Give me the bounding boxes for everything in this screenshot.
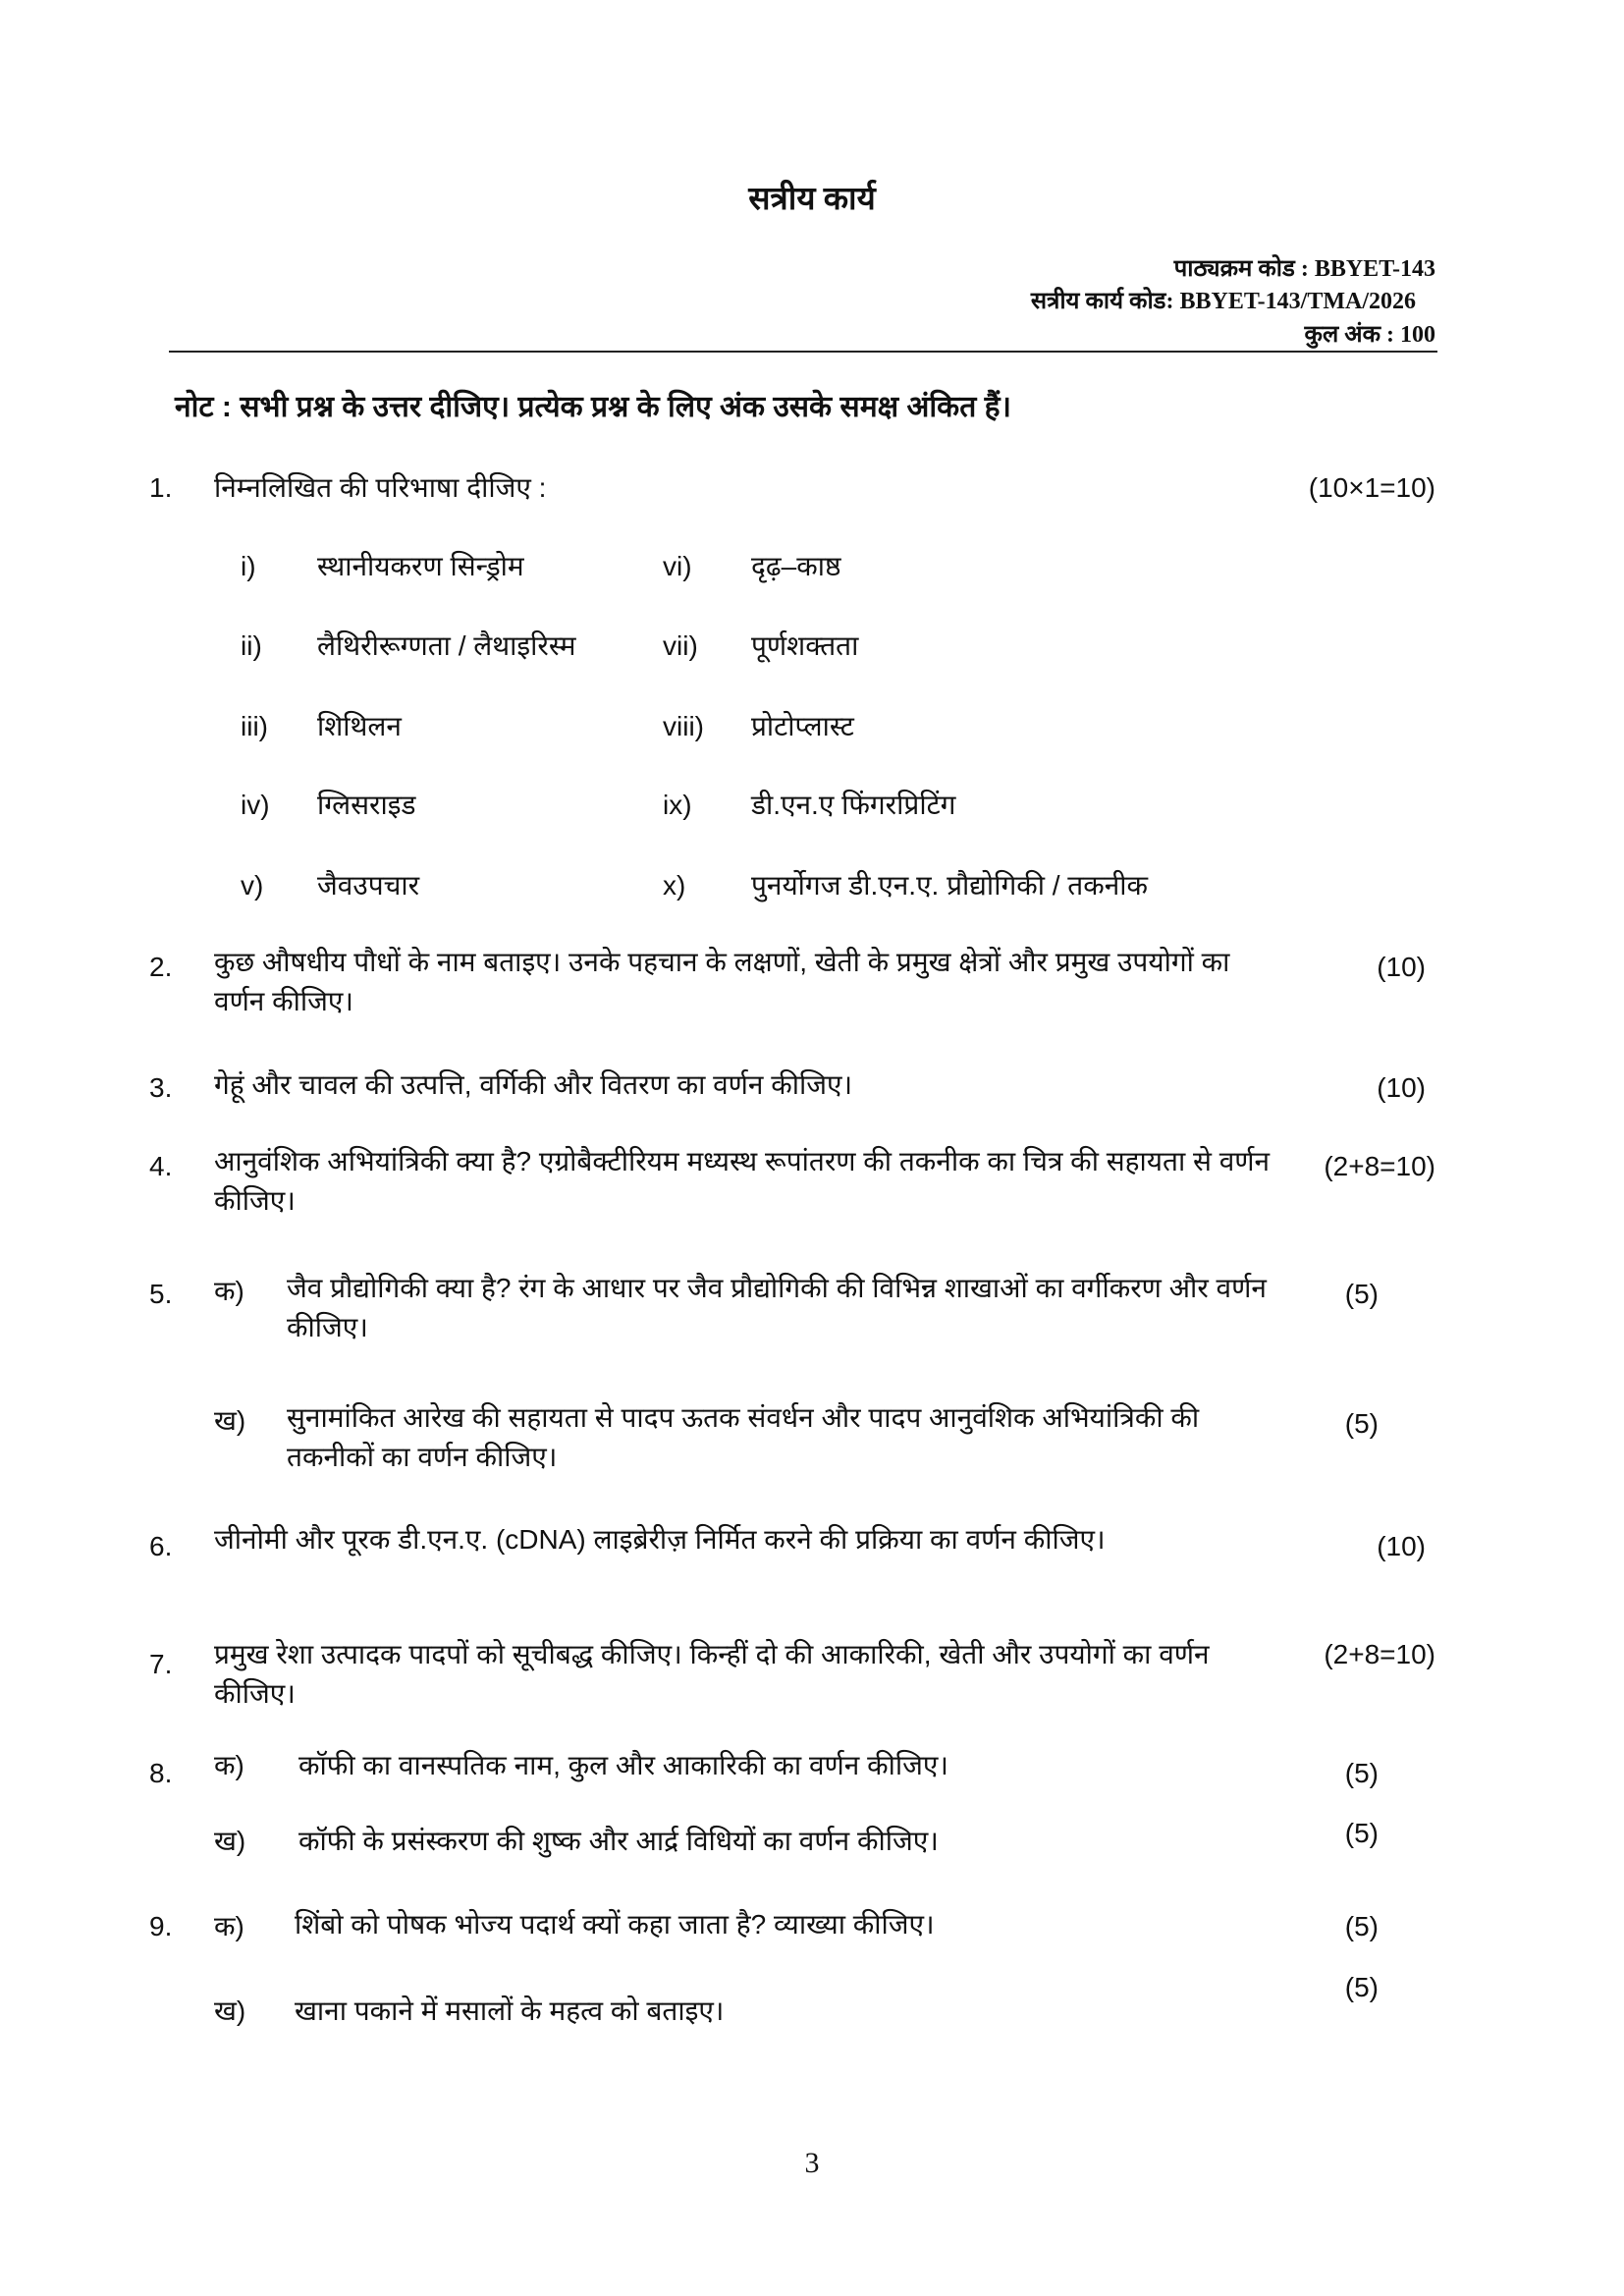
part-label: ख) xyxy=(214,1405,246,1436)
question-text: कुछ औषधीय पौधों के नाम बताइए। उनके पहचान के लक्षणों, खेती के प्रमुख क्षेत्रों और प्रमुख उपयोगों का वर्णन कीजिए। xyxy=(214,947,1230,1016)
question-number: 2. xyxy=(149,952,173,982)
header-divider xyxy=(169,351,1437,353)
part-marks: (5) xyxy=(1344,1818,1379,1848)
question-number: 7. xyxy=(149,1649,173,1679)
part-text: कॉफी के प्रसंस्करण की शुष्क और आर्द्र विधियों का वर्णन कीजिए। xyxy=(298,1826,939,1856)
question-number: 6. xyxy=(149,1531,173,1561)
list-item: शिथिलन xyxy=(317,711,402,741)
part-marks: (5) xyxy=(1344,1972,1379,2002)
list-item-label: iv) xyxy=(241,790,270,820)
part-marks: (5) xyxy=(1344,1408,1379,1439)
list-item-label: x) xyxy=(663,870,686,901)
list-item: प्रोटोप्लास्ट xyxy=(751,711,854,741)
part-label: ख) xyxy=(214,1826,246,1856)
part-marks: (5) xyxy=(1344,1911,1379,1941)
part-marks: (5) xyxy=(1344,1279,1379,1309)
list-item-label: vi) xyxy=(663,551,692,581)
list-item: डी.एन.ए फिंगरप्रिटिंग xyxy=(751,790,956,820)
question-marks: (2+8=10) xyxy=(1324,1639,1435,1669)
part-text: शिंबो को पोषक भोज्य पदार्थ क्यों कहा जाता है? व्याख्या कीजिए। xyxy=(295,1909,935,1940)
list-item: पुनर्योगज डी.एन.ए. प्रौद्योगिकी / तकनीक xyxy=(751,870,1149,901)
list-item-label: ii) xyxy=(241,630,262,661)
list-item-label: vii) xyxy=(663,630,698,661)
question-marks: (2+8=10) xyxy=(1324,1151,1435,1181)
list-item-label: i) xyxy=(241,551,256,581)
list-item: ग्लिसराइड xyxy=(317,790,416,820)
assignment-code: सत्रीय कार्य कोड: BBYET-143/TMA/2026 xyxy=(1030,289,1416,314)
list-item-label: iii) xyxy=(241,711,268,741)
question-number: 3. xyxy=(149,1072,173,1103)
part-text: खाना पकाने में मसालों के महत्व को बताइए। xyxy=(295,1995,725,2026)
part-label: ख) xyxy=(214,1995,246,2026)
part-text: जैव प्रौद्योगिकी क्या है? रंग के आधार पर जैव प्रौद्योगिकी की विभिन्न शाखाओं का वर्गीकरण और वर्णन कीजिए। xyxy=(287,1273,1267,1342)
list-item: लैथिरीरूग्णता / लैथाइरिस्म xyxy=(317,630,576,661)
question-text: गेहूं और चावल की उत्पत्ति, वर्गिकी और वितरण का वर्णन कीजिए। xyxy=(214,1069,853,1100)
part-label: क) xyxy=(214,1911,244,1941)
list-item-label: viii) xyxy=(663,711,704,741)
question-text: प्रमुख रेशा उत्पादक पादपों को सूचीबद्ध कीजिए। किन्हीं दो की आकारिकी, खेती और उपयोगों का वर्णन कीजिए। xyxy=(214,1639,1210,1709)
list-item-label: ix) xyxy=(663,790,692,820)
part-marks: (5) xyxy=(1344,1758,1379,1788)
instructions-note: नोट : सभी प्रश्न के उत्तर दीजिए। प्रत्येक प्रश्न के लिए अंक उसके समक्ष अंकित हैं। xyxy=(175,391,1011,423)
part-label: क) xyxy=(214,1750,244,1780)
question-number: 1. xyxy=(149,472,173,503)
list-item-label: v) xyxy=(241,870,264,901)
question-marks: (10) xyxy=(1377,952,1426,982)
part-text: सुनामांकित आरेख की सहायता से पादप ऊतक संवर्धन और पादप आनुवंशिक अभियांत्रिकी की तकनीकों का वर्णन कीजिए। xyxy=(287,1402,1200,1472)
question-number: 9. xyxy=(149,1911,173,1941)
document-title: सत्रीय कार्य xyxy=(748,182,876,217)
page-number: 3 xyxy=(804,2147,820,2179)
question-text: आनुवंशिक अभियांत्रिकी क्या है? एग्रोबैक्टीरियम मध्यस्थ रूपांतरण की तकनीक का चित्र की सहायता से वर्णन कीजिए। xyxy=(214,1146,1271,1216)
question-marks: (10) xyxy=(1377,1072,1426,1103)
total-marks: कुल अंक : 100 xyxy=(1304,322,1435,348)
question-text: निम्नलिखित की परिभाषा दीजिए : xyxy=(214,472,547,503)
list-item: जैवउपचार xyxy=(317,870,420,901)
question-marks: (10) xyxy=(1377,1531,1426,1561)
question-number: 4. xyxy=(149,1151,173,1181)
question-text: जीनोमी और पूरक डी.एन.ए. (cDNA) लाइब्रेरीज़ निर्मित करने की प्रक्रिया का वर्णन कीजिए। xyxy=(214,1524,1106,1555)
list-item: स्थानीयकरण सिन्ड्रोम xyxy=(317,551,524,581)
part-text: कॉफी का वानस्पतिक नाम, कुल और आकारिकी का वर्णन कीजिए। xyxy=(298,1750,948,1780)
list-item: पूर्णशक्तता xyxy=(751,630,859,661)
question-number: 8. xyxy=(149,1758,173,1788)
course-code: पाठ्यक्रम कोड : BBYET-143 xyxy=(1173,256,1435,282)
part-label: क) xyxy=(214,1276,244,1306)
list-item: दृढ़–काष्ठ xyxy=(751,551,841,581)
question-marks: (10×1=10) xyxy=(1308,472,1435,503)
question-number: 5. xyxy=(149,1279,173,1309)
